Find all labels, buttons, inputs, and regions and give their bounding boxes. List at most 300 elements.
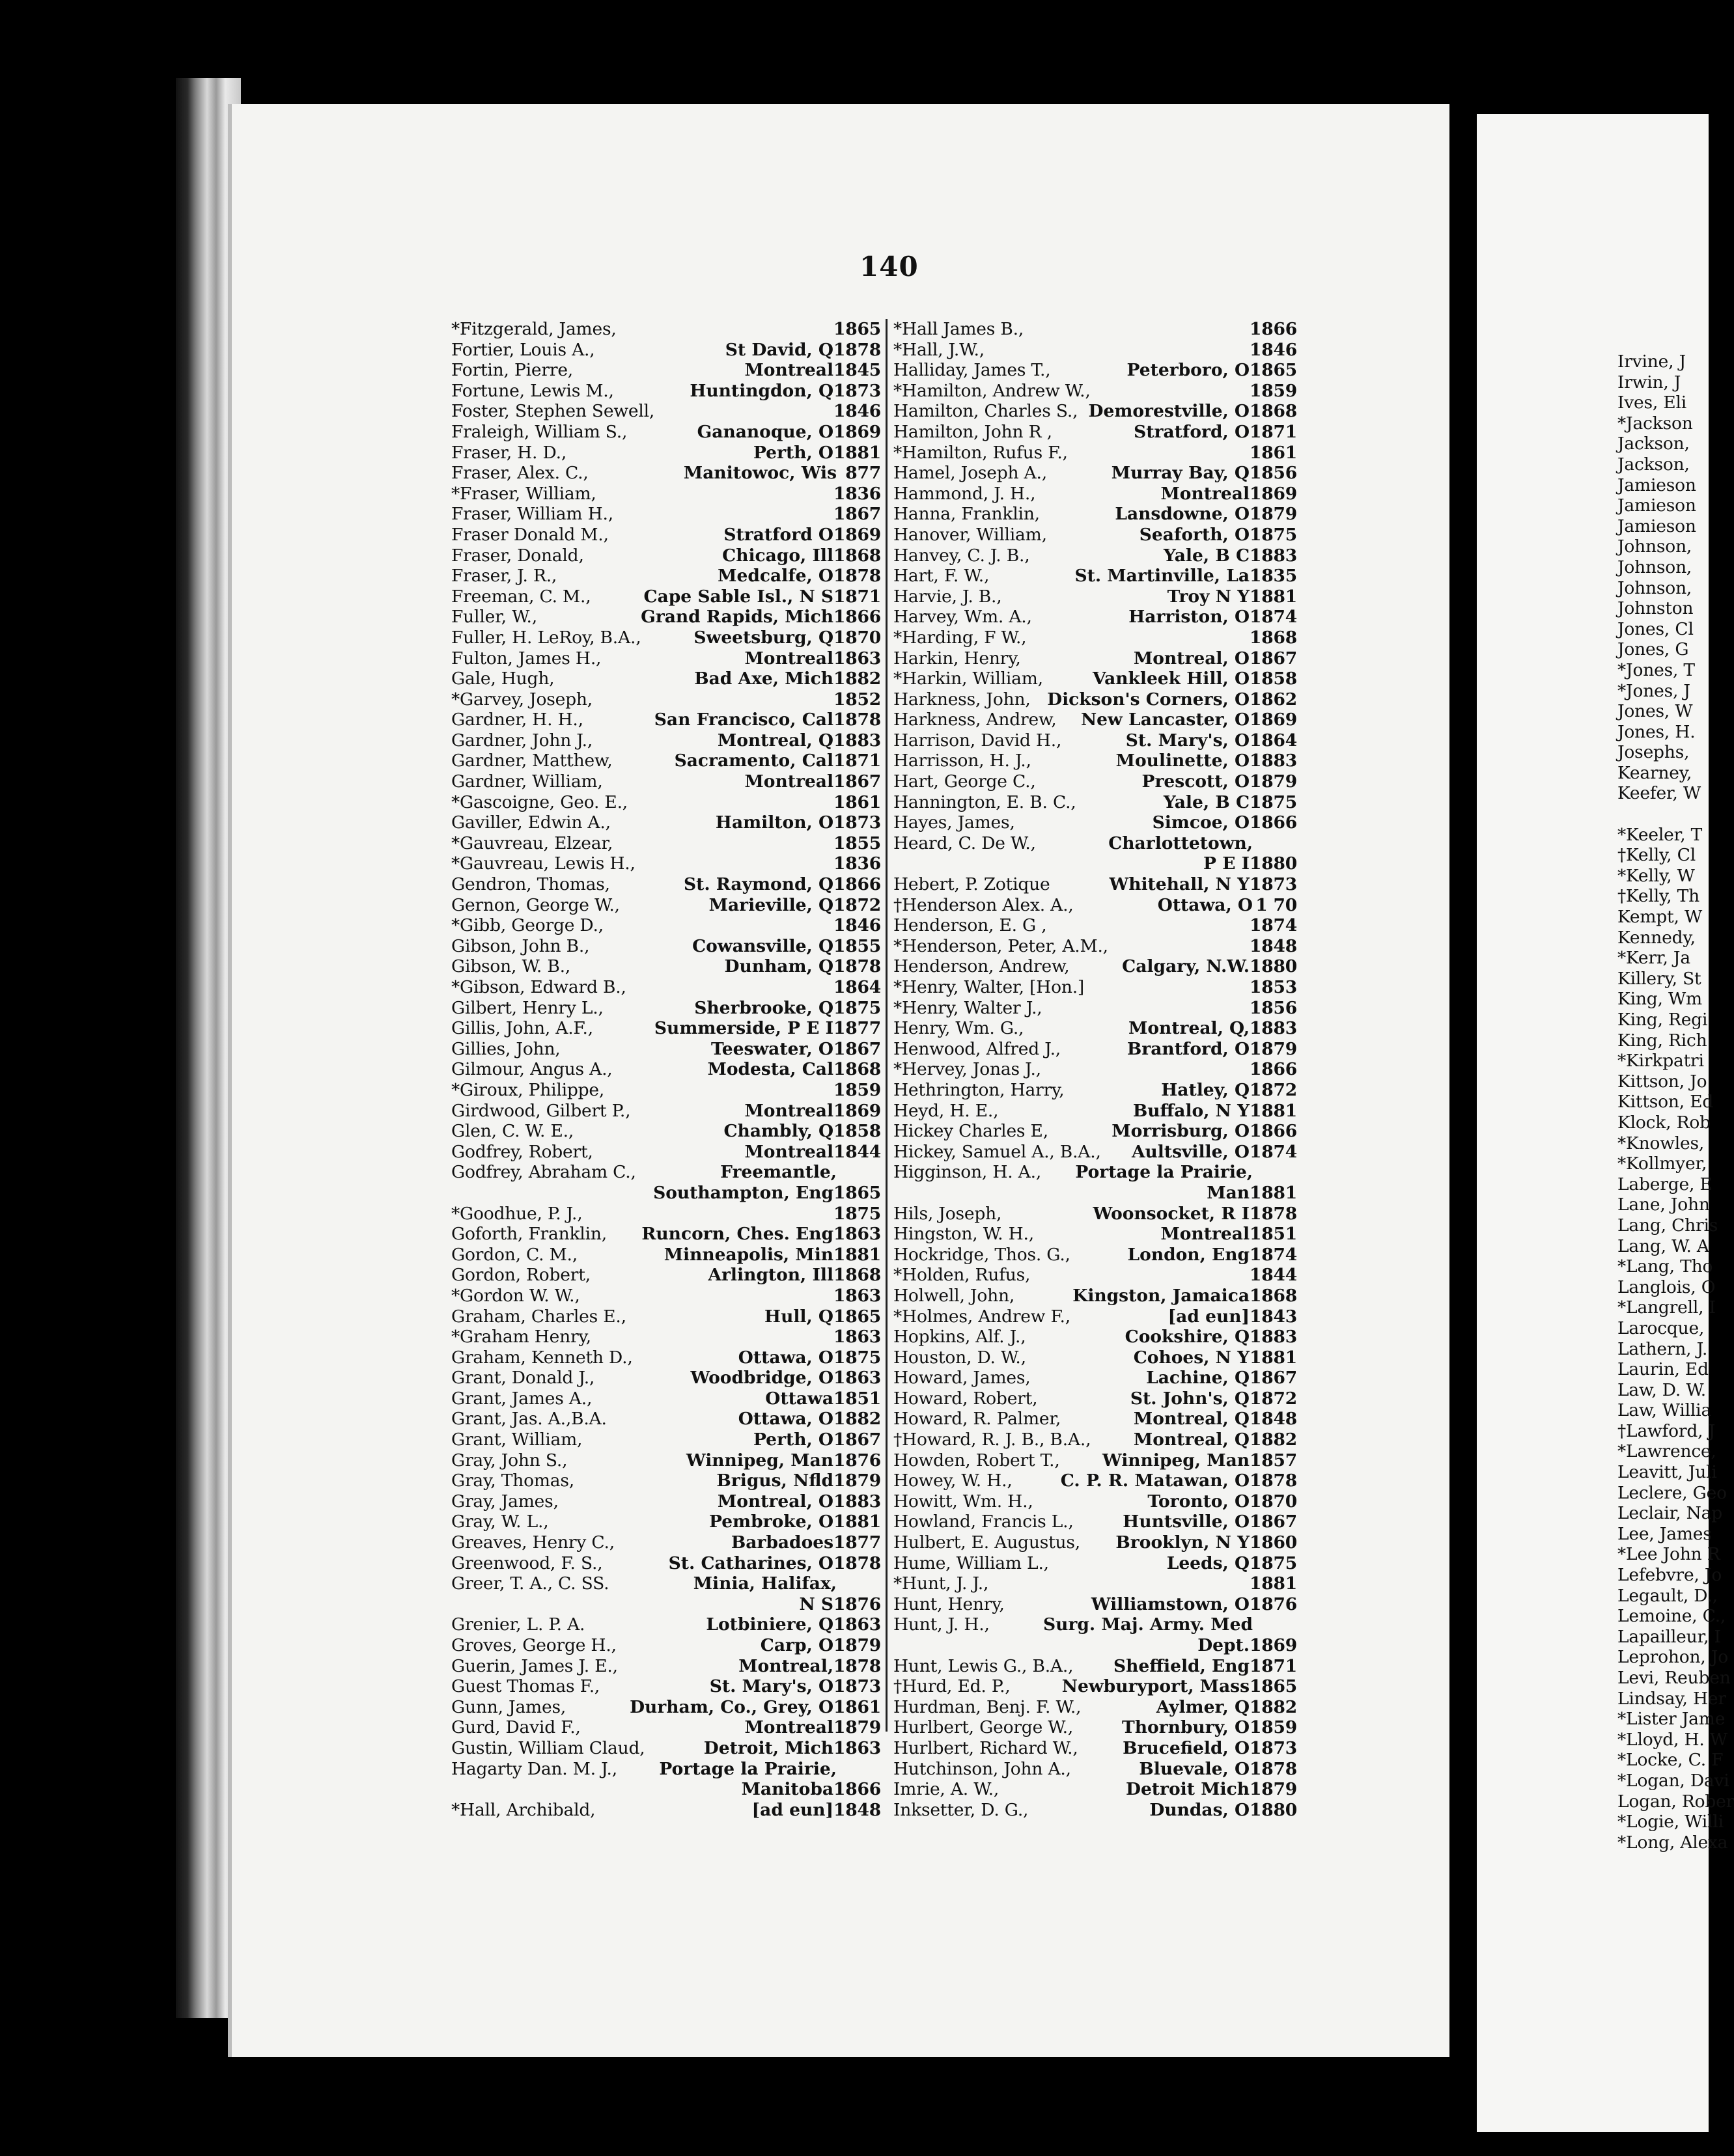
facing-entry: Lapailleur, I (1617, 1626, 1721, 1647)
entry-name: Goforth, Franklin, (451, 1224, 607, 1245)
directory-entry (893, 648, 1297, 669)
entry-year: 1863 (833, 1368, 881, 1389)
directory-entry (451, 1759, 881, 1780)
directory-entry (893, 1368, 1297, 1389)
entry-year: 1881 (1250, 1100, 1297, 1121)
directory-entry (893, 1676, 1297, 1697)
entry-name: *Holden, Rufus, (893, 1265, 1031, 1286)
entry-place: Ottawa, O (738, 1347, 834, 1368)
entry-name: Fortier, Louis A., (451, 339, 595, 360)
entry-place: N S (799, 1594, 834, 1614)
entry-year: 1881 (833, 442, 881, 463)
facing-entry: Jones, W (1617, 701, 1693, 722)
entry-name: Hunt, J. H., (893, 1614, 990, 1635)
entry-year: 1856 (1250, 463, 1297, 484)
entry-name: Harrison, David H., (893, 730, 1062, 751)
entry-year: 1867 (1250, 1368, 1297, 1389)
directory-entry (451, 504, 881, 525)
entry-year: 1860 (1250, 1532, 1297, 1553)
entry-name: Gardner, H. H., (451, 710, 583, 730)
entry-name: Gendron, Thomas, (451, 874, 610, 895)
entry-place: Montreal, Q (1133, 1409, 1250, 1430)
entry-name: Fuller, W., (451, 607, 537, 628)
entry-year: 1866 (1250, 319, 1297, 339)
directory-entry (893, 566, 1297, 587)
entry-year: 1866 (833, 874, 881, 895)
facing-entry: *Kelly, W (1617, 865, 1695, 886)
entry-year: 1855 (833, 833, 881, 853)
entry-place: Sacramento, Cal (674, 751, 834, 771)
directory-entry (893, 1450, 1297, 1471)
facing-entry: Jamieson (1617, 495, 1696, 516)
facing-entry: Lathern, J. (1617, 1338, 1708, 1359)
directory-entry (893, 1142, 1297, 1163)
entry-year: 1881 (1250, 1573, 1297, 1594)
directory-entry (893, 915, 1297, 936)
directory-entry (893, 1306, 1297, 1327)
directory-entry (893, 689, 1297, 710)
entry-name: Hanna, Franklin, (893, 504, 1040, 525)
facing-entry: Jones, H. (1617, 721, 1696, 742)
directory-entry (893, 1245, 1297, 1265)
entry-year: 1882 (833, 1409, 881, 1430)
directory-entry (893, 812, 1297, 833)
entry-place: Minneapolis, Min (664, 1244, 834, 1265)
directory-entry (893, 587, 1297, 607)
entry-place: Lansdowne, O (1115, 504, 1250, 525)
entry-name: *Fitzgerald, James, (451, 319, 617, 339)
entry-name: *Gibb, George D., (451, 915, 604, 936)
directory-entry (893, 607, 1297, 628)
entry-name: Gibson, W. B., (451, 956, 571, 977)
entry-place: Freemantle, (720, 1162, 837, 1183)
directory-entry (451, 587, 881, 607)
entry-name: *Hall James B., (893, 319, 1024, 339)
entry-name: Howland, Francis L., (893, 1512, 1074, 1532)
facing-entry: Kennedy, (1617, 927, 1696, 948)
entry-place: St David, Q (725, 339, 834, 360)
facing-entry: Lane, John (1617, 1195, 1710, 1215)
entry-name: Harvie, J. B., (893, 586, 1002, 607)
directory-entry (451, 422, 881, 443)
entry-name: Howard, R. Palmer, (893, 1409, 1061, 1430)
entry-year: 1846 (1250, 339, 1297, 360)
entry-name: Gilbert, Henry L., (451, 997, 604, 1018)
entry-place: Detroit, Mich (703, 1737, 834, 1758)
entry-year: 1845 (833, 360, 881, 381)
facing-entry: *Kollmyer, (1617, 1154, 1707, 1174)
entry-place: Cookshire, Q (1125, 1327, 1250, 1348)
entry-year: 1877 (833, 1532, 881, 1553)
entry-place: Medcalfe, O (718, 566, 834, 587)
directory-entry (893, 792, 1297, 813)
entry-place: Whitehall, N Y (1109, 874, 1250, 895)
entry-year: 1865 (1250, 360, 1297, 381)
entry-year: 1865 (833, 319, 881, 339)
facing-entry: Law, Willia (1617, 1400, 1712, 1421)
directory-entry (451, 360, 881, 381)
entry-year: 1872 (1250, 1079, 1297, 1100)
entry-name: *Harding, F W., (893, 627, 1027, 648)
entry-year: 1871 (833, 751, 881, 771)
entry-year: 1873 (1250, 1737, 1297, 1758)
entry-year: 1858 (833, 1121, 881, 1142)
entry-name: Hockridge, Thos. G., (893, 1244, 1070, 1265)
entry-place: Yale, B C (1163, 545, 1250, 566)
facing-entry: Kearney, (1617, 762, 1692, 783)
directory-entry (451, 1676, 881, 1697)
directory-entry (893, 1532, 1297, 1553)
entry-name: Gillies, John, (451, 1038, 561, 1059)
entry-place: Montreal, Q, (1128, 1018, 1250, 1039)
entry-year: 1869 (1250, 710, 1297, 730)
directory-entry (893, 1018, 1297, 1039)
directory-entry (451, 751, 881, 771)
facing-entry: *Kirkpatri (1617, 1051, 1704, 1071)
facing-entry: *Jones, T (1617, 659, 1695, 680)
facing-entry: Irwin, J (1617, 372, 1681, 393)
entry-name: Hannington, E. B. C., (893, 792, 1076, 812)
entry-year: 1868 (833, 1265, 881, 1286)
entry-name: Groves, George H., (451, 1635, 617, 1655)
entry-place: Lotbiniere, Q (706, 1614, 834, 1635)
entry-name: †Hurd, Ed. P., (893, 1676, 1011, 1697)
entry-year: 1867 (833, 504, 881, 525)
directory-entry (451, 895, 881, 916)
entry-name: Hagarty Dan. M. J., (451, 1758, 617, 1779)
entry-year: 1878 (833, 339, 881, 360)
entry-name: Foster, Stephen Sewell, (451, 401, 655, 422)
entry-name: Gunn, James, (451, 1696, 566, 1717)
entry-place: Bluevale, O (1139, 1758, 1250, 1779)
entry-year: 1853 (1250, 977, 1297, 997)
directory-entry (893, 1491, 1297, 1512)
entry-place: Gananoque, O (697, 421, 834, 442)
entry-year: 1875 (833, 1203, 881, 1224)
entry-year: 1883 (1250, 1327, 1297, 1348)
entry-name: Hopkins, Alf. J., (893, 1327, 1026, 1348)
entry-year: 1879 (833, 1717, 881, 1738)
entry-name: Gray, James, (451, 1491, 559, 1512)
entry-place: Summerside, P E I (654, 1018, 834, 1039)
entry-name: Howey, W. H., (893, 1471, 1013, 1491)
entry-place: Cowansville, Q (692, 935, 834, 956)
entry-year: 1883 (833, 1491, 881, 1512)
entry-name: Gillis, John, A.F., (451, 1018, 593, 1039)
directory-entry (451, 401, 881, 422)
directory-entry (893, 484, 1297, 504)
entry-place: Charlottetown, (1108, 833, 1253, 853)
entry-year: 1878 (833, 956, 881, 977)
facing-entry: Laberge, E (1617, 1174, 1713, 1195)
entry-name: Hunt, Lewis G., B.A., (893, 1655, 1074, 1676)
directory-entry (893, 401, 1297, 422)
entry-name: Gernon, George W., (451, 894, 620, 915)
entry-name: Harkness, Andrew, (893, 710, 1057, 730)
facing-entry: Klock, Rob (1617, 1112, 1711, 1133)
entry-year: 1844 (833, 1141, 881, 1162)
entry-name: Hickey, Samuel A., B.A., (893, 1141, 1101, 1162)
entry-year: 1879 (1250, 504, 1297, 525)
facing-entry: King, Wm (1617, 989, 1702, 1010)
entry-name: *Holmes, Andrew F., (893, 1306, 1070, 1327)
facing-entry: Jones, G (1617, 639, 1689, 660)
entry-place: Montreal (744, 1141, 834, 1162)
entry-place: Manitoba (741, 1779, 834, 1800)
entry-name: Gardner, William, (451, 771, 603, 792)
entry-place: Perth, O (753, 1430, 834, 1450)
entry-year: 1869 (833, 524, 881, 545)
entry-place: Dunham, Q (724, 956, 834, 977)
entry-name: *Hunt, J. J., (893, 1573, 989, 1594)
directory-entry (451, 1779, 881, 1800)
entry-place: Cohoes, N Y (1133, 1347, 1250, 1368)
facing-entry: Leavitt, Juli (1617, 1462, 1717, 1483)
directory-entry (893, 1553, 1297, 1574)
entry-place: C. P. R. Matawan, O (1060, 1471, 1250, 1491)
entry-year: 1869 (1250, 483, 1297, 504)
directory-column-right (893, 319, 1297, 1820)
entry-year: 1852 (833, 689, 881, 710)
directory-entry (451, 607, 881, 628)
entry-year: 1863 (833, 1327, 881, 1348)
facing-entry: Lemoine, C., (1617, 1606, 1726, 1627)
entry-year: 1874 (1250, 1141, 1297, 1162)
entry-year: 1863 (833, 1224, 881, 1245)
entry-year: 1861 (1250, 442, 1297, 463)
directory-entry (451, 853, 881, 874)
directory-entry (893, 874, 1297, 895)
entry-year: 1883 (1250, 545, 1297, 566)
directory-entry (451, 340, 881, 361)
entry-year: 1880 (1250, 956, 1297, 977)
entry-place: Montreal (744, 771, 834, 792)
entry-year: 1866 (1250, 1121, 1297, 1142)
entry-place: Harriston, O (1128, 607, 1250, 628)
directory-entry (893, 1759, 1297, 1780)
directory-entry (893, 751, 1297, 771)
entry-year: 1859 (1250, 380, 1297, 401)
directory-entry (893, 1183, 1297, 1204)
facing-entry: Kittson, Jo (1617, 1071, 1707, 1092)
entry-year: 1870 (833, 627, 881, 648)
entry-year: 1868 (1250, 401, 1297, 422)
entry-year: 1878 (833, 1553, 881, 1573)
entry-name: *Gascoigne, Geo. E., (451, 792, 628, 812)
entry-name: Howitt, Wm. H., (893, 1491, 1033, 1512)
entry-place: St. John's, Q (1130, 1388, 1250, 1409)
directory-entry (451, 998, 881, 1019)
entry-name: Hurlbert, George W., (893, 1717, 1074, 1738)
entry-name: Grant, Donald J., (451, 1368, 595, 1389)
entry-place: Montreal (744, 1717, 834, 1738)
directory-entry (893, 1059, 1297, 1080)
facing-entry: Johnson, (1617, 536, 1692, 557)
facing-entry: Killery, St (1617, 968, 1701, 989)
entry-year: 1873 (1250, 874, 1297, 895)
entry-year: 1876 (833, 1594, 881, 1614)
entry-year: 1848 (1250, 935, 1297, 956)
facing-entry: *Lister Jame (1617, 1709, 1726, 1730)
entry-year: 1882 (1250, 1696, 1297, 1717)
entry-year: 1876 (1250, 1594, 1297, 1614)
entry-name: Hamilton, John R , (893, 421, 1052, 442)
entry-year: 1862 (1250, 689, 1297, 710)
entry-name: *Gauvreau, Lewis H., (451, 853, 636, 874)
entry-name: *Gauvreau, Elzear, (451, 833, 613, 853)
entry-name: Henderson, Andrew, (893, 956, 1070, 977)
directory-entry (893, 1614, 1297, 1635)
entry-year: 1883 (1250, 751, 1297, 771)
entry-name: Hils, Joseph, (893, 1203, 1002, 1224)
facing-entry: Leclair, Nap (1617, 1503, 1723, 1524)
entry-name: Graham, Kenneth D., (451, 1347, 633, 1368)
entry-year: 1871 (833, 586, 881, 607)
directory-entry (451, 1656, 881, 1677)
entry-year: 1859 (1250, 1717, 1297, 1738)
directory-entry (893, 1635, 1297, 1656)
entry-place: St. Martinville, La (1074, 566, 1250, 587)
entry-place: Demorestville, O (1088, 401, 1250, 422)
facing-entry: †Kelly, Th (1617, 886, 1700, 907)
directory-entry (451, 1265, 881, 1286)
entry-place: St. Mary's, O (1125, 730, 1250, 751)
directory-entry (893, 1573, 1297, 1594)
entry-place: Brantford, O (1126, 1038, 1250, 1059)
entry-place: Hatley, Q (1161, 1079, 1250, 1100)
entry-name: Gardner, Matthew, (451, 751, 613, 771)
entry-place: Minia, Halifax, (693, 1573, 837, 1594)
entry-name: Fulton, James H., (451, 648, 602, 669)
entry-name: Henry, Wm. G., (893, 1018, 1024, 1039)
facing-entry: *Knowles, (1617, 1133, 1705, 1154)
entry-year: 1843 (1250, 1306, 1297, 1327)
entry-place: [ad eun] (1168, 1306, 1250, 1327)
directory-entry (451, 1512, 881, 1532)
directory-entry (451, 771, 881, 792)
facing-entry: Levi, Reuben (1617, 1668, 1731, 1688)
entry-place: Detroit Mich (1125, 1779, 1250, 1800)
entry-year: 1861 (833, 792, 881, 812)
entry-year: 1836 (833, 853, 881, 874)
entry-name: Gray, W. L., (451, 1512, 549, 1532)
entry-year: 1878 (1250, 1203, 1297, 1224)
entry-place: Hull, Q (764, 1306, 834, 1327)
directory-entry (451, 1430, 881, 1450)
entry-place: Montreal, Q (717, 730, 834, 751)
entry-name: Gurd, David F., (451, 1717, 581, 1738)
facing-entry: *Jackson (1617, 413, 1693, 434)
entry-place: [ad eun] (751, 1799, 834, 1820)
directory-entry (451, 546, 881, 566)
directory-entry (451, 689, 881, 710)
facing-entry: Larocque, (1617, 1318, 1705, 1338)
entry-name: Fuller, H. LeRoy, B.A., (451, 627, 641, 648)
entry-year: 1867 (833, 1430, 881, 1450)
directory-entry (451, 1286, 881, 1306)
entry-place: Montreal, O (1133, 648, 1250, 669)
directory-entry (893, 1265, 1297, 1286)
entry-year: 1855 (833, 935, 881, 956)
directory-entry (893, 463, 1297, 484)
facing-entry: Logan, Rober (1617, 1791, 1734, 1812)
entry-year: 1875 (1250, 1553, 1297, 1573)
directory-entry (893, 956, 1297, 977)
facing-entry: King, Rich (1617, 1030, 1707, 1051)
directory-entry (451, 1121, 881, 1142)
entry-place: Marieville, Q (708, 894, 834, 915)
directory-entry (893, 1121, 1297, 1142)
entry-name: Fraser Donald M., (451, 524, 609, 545)
entry-place: Sheffield, Eng (1113, 1655, 1250, 1676)
entry-place: Peterboro, O (1126, 360, 1250, 381)
facing-entry: Jones, Cl (1617, 618, 1694, 639)
entry-place: Montreal (1160, 483, 1250, 504)
facing-entry: Leclere, Geo (1617, 1482, 1727, 1503)
entry-year: 1873 (833, 1676, 881, 1697)
facing-entry: Lefebvre, Jo (1617, 1565, 1722, 1586)
entry-name: Hutchinson, John A., (893, 1758, 1071, 1779)
entry-name: Fraleigh, William S., (451, 421, 628, 442)
entry-place: Woodbridge, O (690, 1368, 834, 1389)
entry-year: 1874 (1250, 1244, 1297, 1265)
entry-year: 1878 (833, 1655, 881, 1676)
facing-entry: Johnston (1617, 598, 1694, 619)
directory-entry (451, 628, 881, 648)
directory-entry (451, 1450, 881, 1471)
directory-entry (893, 1389, 1297, 1409)
entry-place: Southampton, Eng (653, 1182, 834, 1203)
entry-name: Gilmour, Angus A., (451, 1059, 613, 1080)
directory-entry (451, 1594, 881, 1615)
directory-entry (893, 936, 1297, 957)
directory-entry (893, 1348, 1297, 1368)
directory-entry (893, 771, 1297, 792)
facing-entry: †Lawford, J (1617, 1420, 1715, 1441)
directory-entry (451, 319, 881, 340)
entry-name: Heyd, H. E., (893, 1100, 999, 1121)
entry-place: St. Raymond, Q (683, 874, 834, 895)
entry-place: Durham, Co., Grey, O (630, 1696, 834, 1717)
entry-place: Dept. (1197, 1635, 1250, 1655)
entry-place: Portage la Prairie, (1075, 1162, 1253, 1183)
entry-year: 1882 (833, 669, 881, 689)
facing-entry: Jackson, (1617, 454, 1690, 475)
directory-entry (451, 1717, 881, 1738)
facing-entry: *Jones, J (1617, 680, 1690, 701)
entry-place: Arlington, Ill (708, 1265, 834, 1286)
entry-name: *Henderson, Peter, A.M., (893, 935, 1108, 956)
directory-entry (451, 443, 881, 463)
facing-entry: Leprohon, Jo (1617, 1647, 1728, 1668)
entry-year: 1865 (833, 1306, 881, 1327)
entry-name: Gordon, C. M., (451, 1244, 578, 1265)
facing-entry: Irvine, J (1617, 352, 1686, 372)
directory-entry (893, 895, 1297, 916)
entry-place: Montreal, (738, 1655, 834, 1676)
entry-name: Godfrey, Abraham C., (451, 1162, 636, 1183)
facing-entry: *Lawrence, (1617, 1441, 1716, 1462)
entry-name: *Harkin, William, (893, 669, 1043, 689)
entry-place: Toronto, O (1147, 1491, 1250, 1512)
entry-name: Harkness, John, (893, 689, 1031, 710)
entry-name: Freeman, C. M., (451, 586, 591, 607)
directory-entry (451, 812, 881, 833)
entry-year: 1869 (1250, 1635, 1297, 1655)
directory-entry (893, 1162, 1297, 1183)
entry-name: Hurdman, Benj. F. W., (893, 1696, 1082, 1717)
entry-year: 1873 (833, 812, 881, 833)
